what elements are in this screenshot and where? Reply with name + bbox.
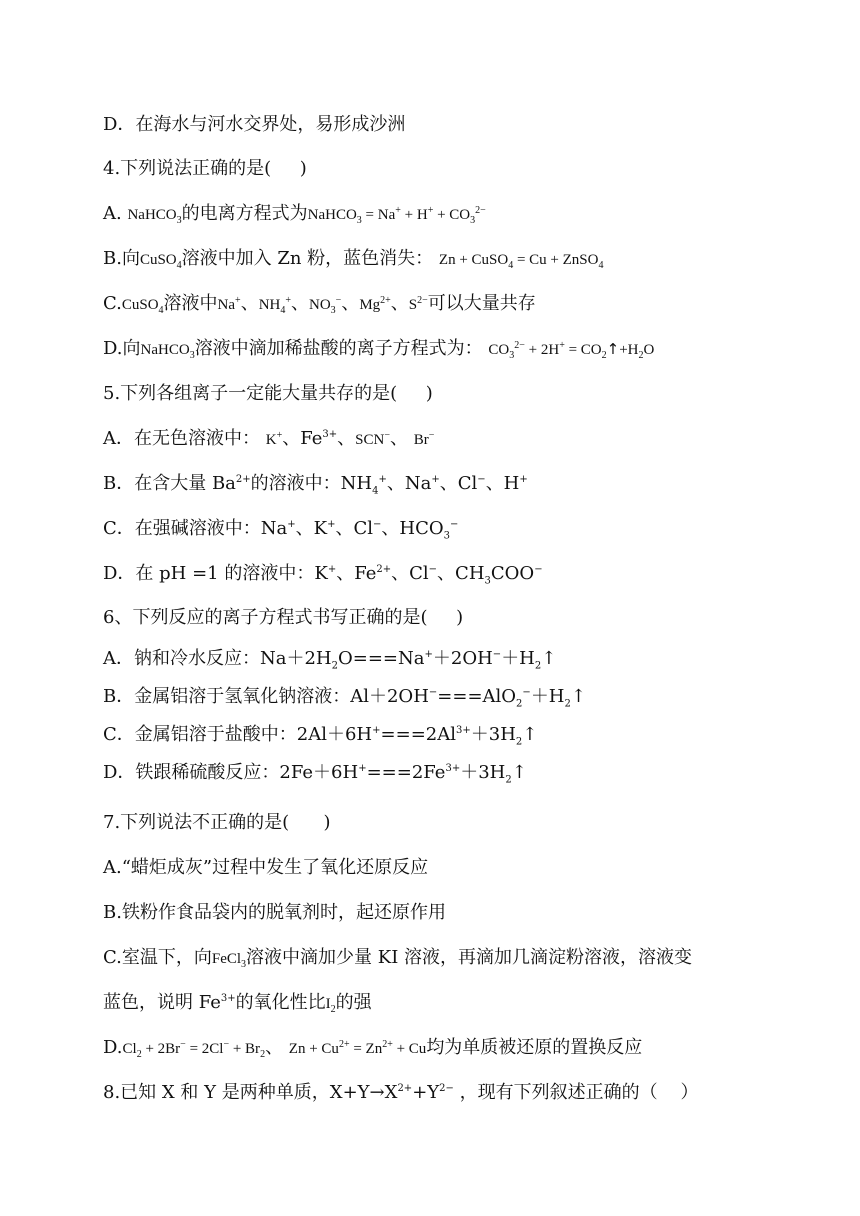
question-7-stem: 7.下列说法不正确的是( ) — [103, 812, 331, 833]
option-line: D.向NaHCO$_3$溶液中滴加稀盐酸的离子方程式为： $CO_3^{2-} + 2H^+$ = $CO_2↑+H_2O$ — [103, 338, 655, 361]
option-line: C.CuSO$_4$溶液中Na+、$NH_4^+$、$NO_3^-$、$Mg^{2+}$、$S^{2-}$可以大量共存 — [103, 293, 536, 316]
option-line: D．铁跟稀硫酸反应：$2Fe+6H^+===2Fe^{3+}+3H_2↑$ — [103, 762, 527, 786]
question-8-stem: 8.已知 X 和 Y 是两种单质，$X+Y\to X^{2+}+Y^{2-}$ ，现有下列叙述正确的（ ） — [103, 1082, 699, 1103]
question-5-stem: 5.下列各组离子一定能大量共存的是( ) — [103, 383, 433, 404]
option-line: D．在 pH =1 的溶液中：K+、$Fe^{2+}$、Cl−、$CH_3COO^-$ — [103, 563, 543, 587]
option-line: C.室温下，向FeCl$_3$溶液中滴加少量 KI 溶液，再滴加几滴淀粉溶液，溶液变 — [103, 947, 693, 970]
option-line: $D.Cl_2 + 2Br^- = 2Cl^- + Br_2$、 $Zn + Cu^{2+} = Zn^{2+} + Cu$均为单质被还原的置换反应 — [103, 1037, 643, 1060]
option-line: B.向CuSO$_4$溶液中加入 Zn 粉，蓝色消失： Zn + CuSO$_4$ = Cu + ZnSO$_4$ — [103, 248, 604, 271]
option-line: A.“蜡炬成灰”过程中发生了氧化还原反应 — [103, 857, 429, 878]
option-line: B．金属铝溶于氢氧化钠溶液：$Al+2OH^-===AlO_2^-+H_2↑$ — [103, 686, 586, 710]
option-line: C．在强碱溶液中：Na+、K+、Cl−、$HCO_3^-$ — [103, 518, 459, 542]
question-4-stem: 4.下列说法正确的是( ) — [103, 158, 307, 179]
option-line: B．在含大量 $Ba^{2+}$的溶液中：$NH_4^+$、Na+、Cl−、H+ — [103, 473, 528, 497]
option-line-continued: 蓝色，说明 $Fe^{3+}$的氧化性比$I_2$的强 — [103, 992, 372, 1015]
question-6-stem: 6、下列反应的离子方程式书写正确的是( ) — [103, 607, 464, 628]
option-line: A．钠和冷水反应：$Na+2H_2O===Na^++2OH^-+H_2↑$ — [103, 648, 557, 672]
option-line: A．在无色溶液中： K+、$Fe^{3+}$、SCN−、 Br− — [103, 428, 435, 449]
option-line: B.铁粉作食品袋内的脱氧剂时，起还原作用 — [103, 902, 446, 923]
option-line: A. NaHCO$_3$的电离方程式为NaHCO$_3$ = $Na^+ + H^+ + CO_3^{2-}$ — [103, 203, 486, 226]
text-line: D．在海水与河水交界处，易形成沙洲 — [103, 114, 406, 135]
option-line: C．金属铝溶于盐酸中：$2Al+6H^+===2Al^{3+}+3H_2↑$ — [103, 724, 538, 748]
